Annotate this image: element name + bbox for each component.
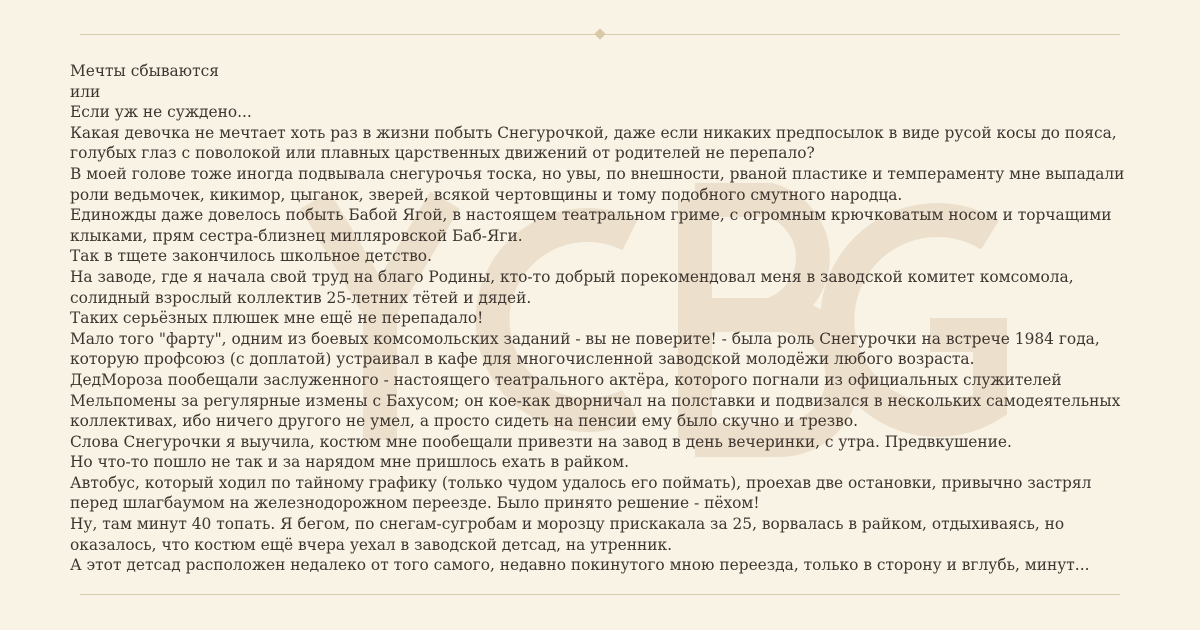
story-text [70,61,1140,576]
paragraph: Так в тщете закончилось школьное детство. [70,247,432,266]
paragraph: Ну, там минут 40 топать. Я бегом, по снегам-сугробам и морозцу прискакала за 25, ворвалась в райком, отдыхиваясь, но оказалось, что костюм ещё вчера уехал в заводской детсад, на утренник. [70,515,1065,554]
paragraph: А этот детсад расположен недалеко от того самого, недавно покинутого мною переезда, только в сторону и вглубь, минут... [70,556,1090,575]
divider-ornament-icon [594,28,605,39]
paragraph: Но что-то пошло не так и за нарядом мне пришлось ехать в райком. [70,453,630,472]
title-line: Если уж не суждено... [70,103,252,122]
paragraph: Какая девочка не мечтает хоть раз в жизни побыть Снегурочкой, даже если никаких предпосылок в виде русой косы до пояса, голубых глаз с поволокой или плавных царственных движений от родителей не перепало? [70,123,1117,163]
bottom-divider [80,594,1120,595]
title-line: или [70,82,101,101]
paragraph: Единожды даже довелось побыть Бабой Ягой, в настоящем театральном гриме, с огромным крючковатым носом и торчащими клыками, прям сестра-близнец милляровской Баб-Яги. [70,206,1112,245]
paragraph: В моей голове тоже иногда подвывала снегурочья тоска, но увы, по внешности, рваной пластике и темпераменту мне выпадали роли ведьмочек, кикимор, цыганок, зверей, всякой чертовщины и тому подобного смутного народца. [70,164,1125,204]
paragraph: Таких серьёзных плюшек мне ещё не перепадало! [70,309,484,328]
title-line: Мечты сбываются [70,62,219,80]
paragraph: Слова Снегурочки я выучила, костюм мне пообещали привезти на завод в день вечеринки, с утра. Предвкушение. [70,432,1012,451]
paragraph: ДедМороза пообещали заслуженного - настоящего театрального актёра, которого погнали из официальных служителей Мельпомены за регулярные измены с Бахусом; он кое-как дворничал на полставки и подвизался в нескольких самодеятельных коллективах, ибо ничего другого не умел, а просто сидеть на пенсии ему было скучно и трезво. [70,370,1121,431]
paragraph: Мало того "фарту", одним из боевых комсомольских заданий - вы не поверите! - была роль Снегурочки на встрече 1984 года, которую профсоюз (с доплатой) устраивал в кафе для многочисленной заводской молодёжи любого возраста. [70,329,1100,369]
paragraph: Автобус, который ходил по тайному графику (только чудом удалось его поймать), проехав две остановки, привычно застрял перед шлагбаумом на железнодорожном переезде. Было принято решение - пёхом! [70,473,1092,513]
paragraph: На заводе, где я начала свой труд на благо Родины, кто-то добрый порекомендовал меня в заводской комитет комсомола, солидный взрослый коллектив 25-летних тётей и дядей. [70,267,1074,307]
